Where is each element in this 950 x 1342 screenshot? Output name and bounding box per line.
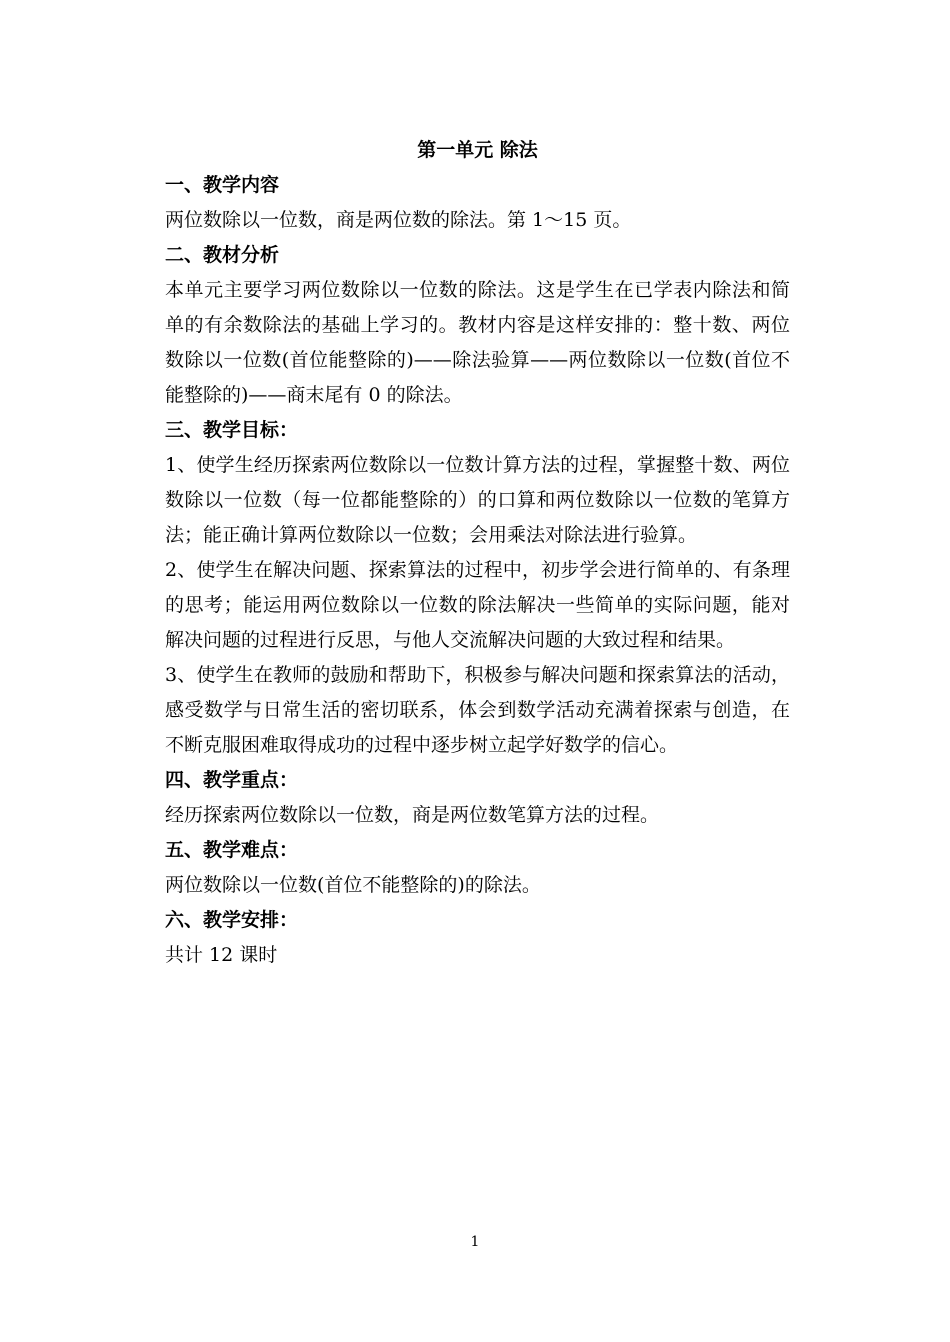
- section-teaching-goals: [165, 413, 790, 763]
- section-heading: 二、教材分析: [165, 244, 280, 266]
- page-number: 1: [470, 1234, 480, 1250]
- paragraph: 本单元主要学习两位数除以一位数的除法。这是学生在已学表内除法和简单的有余数除法的基础上学习的。教材内容是这样安排的：整十数、两位数除以一位数(首位能整除的)——除法验算——两位数除以一位数(首位不能整除的)——商末尾有 0 的除法。: [165, 279, 790, 406]
- section-heading: 三、教学目标：: [165, 419, 299, 441]
- section-heading: 五、教学难点：: [165, 839, 299, 861]
- section-material-analysis: [165, 238, 790, 413]
- paragraph: 2、使学生在解决问题、探索算法的过程中，初步学会进行简单的、有条理的思考；能运用两位数除以一位数的除法解决一些简单的实际问题，能对解决问题的过程进行反思，与他人交流解决问题的大致过程和结果。: [165, 559, 790, 651]
- section-teaching-content: [165, 168, 790, 238]
- section-key-points: [165, 763, 790, 833]
- paragraph: 共计 12 课时: [165, 944, 278, 966]
- paragraph: 两位数除以一位数(首位不能整除的)的除法。: [165, 874, 541, 896]
- paragraph: 经历探索两位数除以一位数，商是两位数笔算方法的过程。: [165, 804, 660, 826]
- page-content: [165, 133, 790, 973]
- section-schedule: [165, 903, 790, 973]
- section-difficult-points: [165, 833, 790, 903]
- page-title: 第一单元 除法: [417, 139, 538, 161]
- paragraph: 两位数除以一位数，商是两位数的除法。第 1～15 页。: [165, 209, 632, 231]
- section-heading: 一、教学内容: [165, 174, 280, 196]
- section-heading: 四、教学重点：: [165, 769, 299, 791]
- paragraph: 1、使学生经历探索两位数除以一位数计算方法的过程，掌握整十数、两位数除以一位数（每一位都能整除的）的口算和两位数除以一位数的笔算方法；能正确计算两位数除以一位数；会用乘法对除法进行验算。: [165, 454, 790, 546]
- section-heading: 六、教学安排：: [165, 909, 299, 931]
- paragraph: 3、使学生在教师的鼓励和帮助下，积极参与解决问题和探索算法的活动，感受数学与日常生活的密切联系，体会到数学活动充满着探索与创造，在不断克服困难取得成功的过程中逐步树立起学好数学的信心。: [165, 664, 790, 756]
